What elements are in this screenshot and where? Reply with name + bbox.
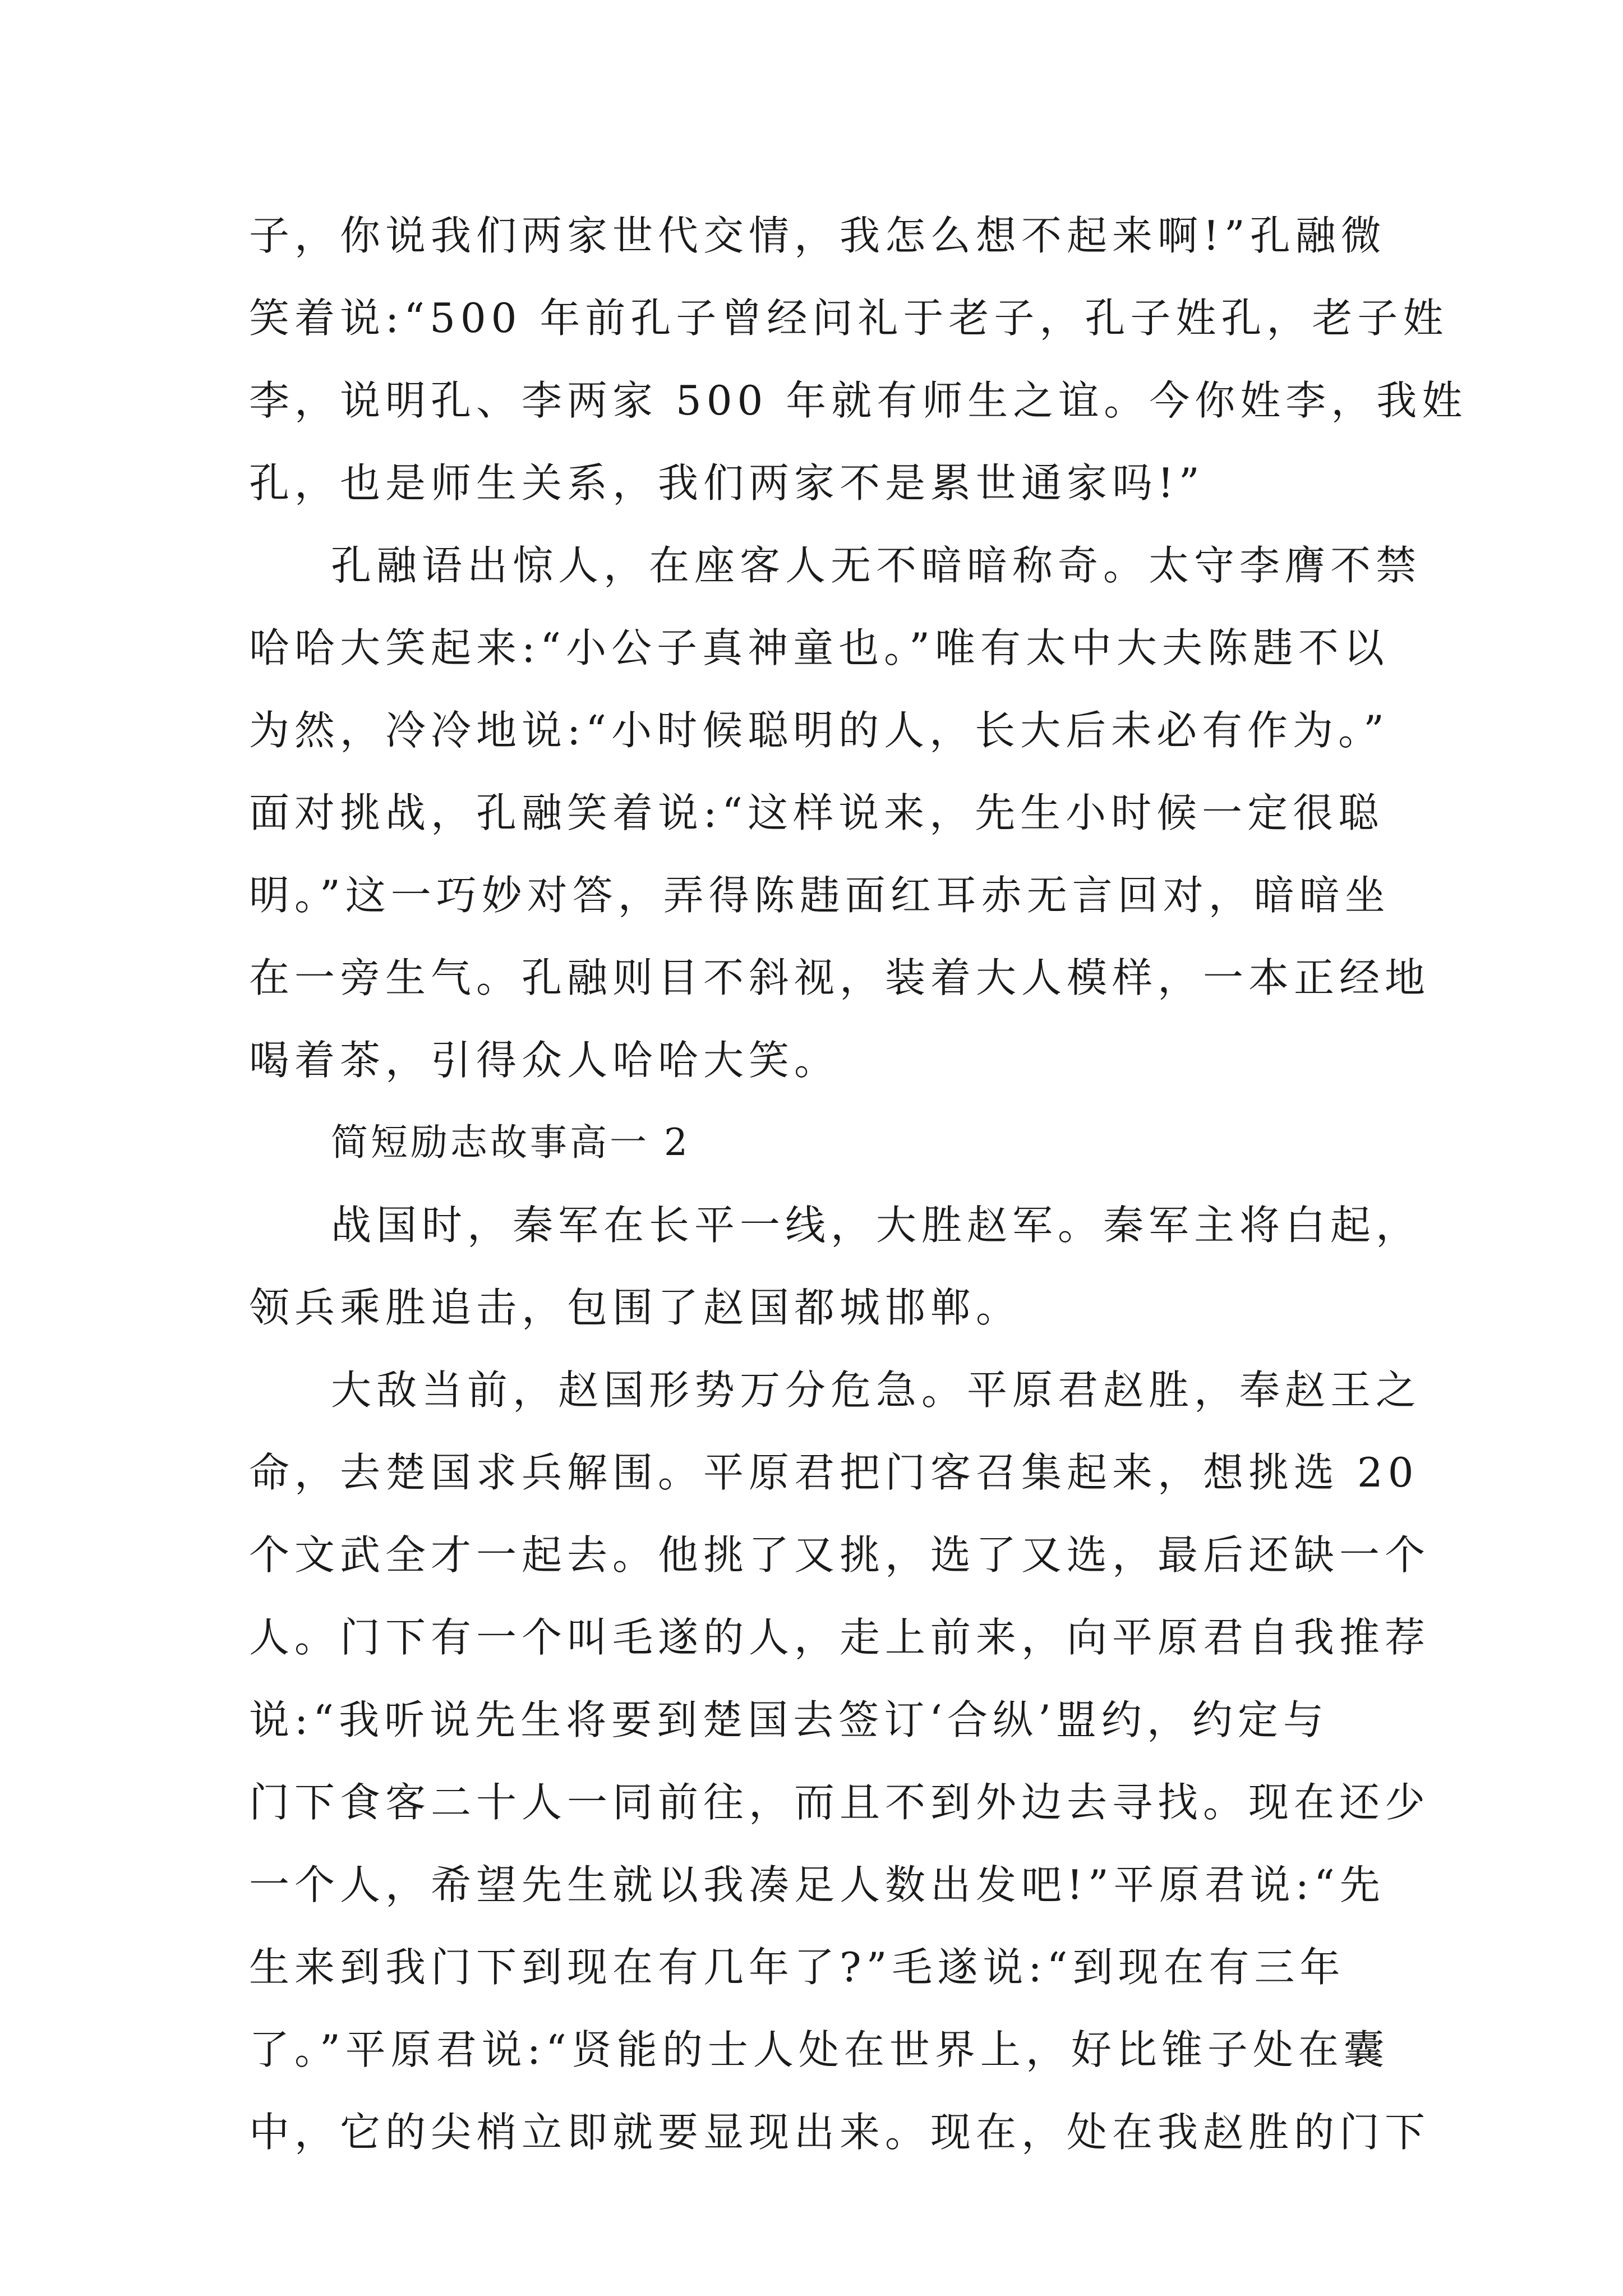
text-line: 笑着说:“500 年前孔子曾经问礼于老子，孔子姓孔，老子姓 bbox=[249, 295, 1449, 342]
text-line: 命，去楚国求兵解围。平原君把门客召集起来，想挑选 20 bbox=[249, 1449, 1419, 1496]
section-heading: 简短励志故事高一 2 bbox=[331, 1121, 690, 1164]
text-line: 在一旁生气。孔融则目不斜视，装着大人模样，一本正经地 bbox=[249, 954, 1431, 1001]
text-line: 人。门下有一个叫毛遂的人，走上前来，向平原君自我推荐 bbox=[249, 1614, 1431, 1661]
text-line: 生来到我门下到现在有几年了?”毛遂说:“到现在有三年 bbox=[249, 1944, 1345, 1991]
text-line: 为然，冷冷地说:“小时候聪明的人，长大后未必有作为。” bbox=[249, 707, 1389, 754]
paragraph-start-line: 大敌当前，赵国形势万分危急。平原君赵胜，奉赵王之 bbox=[331, 1366, 1422, 1414]
text-line: 说:“我听说先生将要到楚国去签订‘合纵’盟约，约定与 bbox=[249, 1696, 1329, 1743]
text-line: 明。”这一巧妙对答，弄得陈韪面红耳赤无言回对，暗暗坐 bbox=[249, 872, 1390, 919]
text-line: 喝着茶，引得众人哈哈大笑。 bbox=[249, 1037, 840, 1084]
text-line: 面对挑战，孔融笑着说:“这样说来，先生小时候一定很聪 bbox=[249, 789, 1384, 836]
text-line: 一个人，希望先生就以我凑足人数出发吧!”平原君说:“先 bbox=[249, 1861, 1385, 1908]
text-line: 孔，也是师生关系，我们两家不是累世通家吗!” bbox=[249, 459, 1205, 507]
text-line: 个文武全才一起去。他挑了又挑，选了又选，最后还缺一个 bbox=[249, 1531, 1431, 1579]
text-line: 哈哈大笑起来:“小公子真神童也。”唯有太中大夫陈韪不以 bbox=[249, 624, 1389, 671]
text-line: 李，说明孔、李两家 500 年就有师生之谊。今你姓李，我姓 bbox=[249, 377, 1468, 424]
paragraph-start-line: 孔融语出惊人，在座客人无不暗暗称奇。太守李膺不禁 bbox=[331, 542, 1422, 589]
paragraph-start-line: 战国时，秦军在长平一线，大胜赵军。秦军主将白起， bbox=[331, 1202, 1422, 1249]
text-line: 门下食客二十人一同前往，而且不到外边去寻找。现在还少 bbox=[249, 1779, 1431, 1826]
text-line: 子，你说我们两家世代交情，我怎么想不起来啊!”孔融微 bbox=[249, 212, 1386, 259]
text-line: 中，它的尖梢立即就要显现出来。现在，处在我赵胜的门下 bbox=[249, 2109, 1431, 2156]
text-line: 领兵乘胜追击，包围了赵国都城邯郸。 bbox=[249, 1284, 1022, 1331]
text-line: 了。”平原君说:“贤能的士人处在世界上，好比锥子处在囊 bbox=[249, 2026, 1389, 2073]
